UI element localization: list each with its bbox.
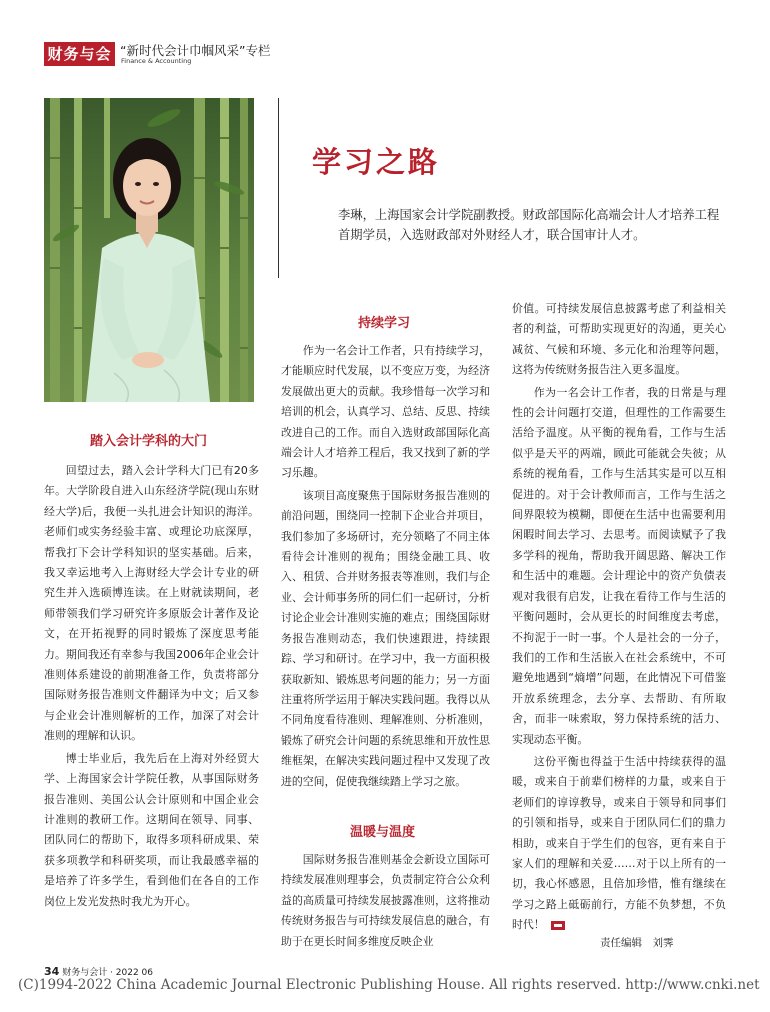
journal-logo: 财务与会计 bbox=[44, 42, 115, 66]
column-3 bbox=[512, 299, 726, 936]
article-end-icon bbox=[551, 921, 565, 930]
paragraph-final bbox=[512, 752, 726, 936]
title-divider bbox=[278, 98, 279, 278]
paragraph: 作为一名会计工作者，只有持续学习，才能顺应时代发展，以不变应万变，为经济发展做出更大的贡献。我珍惜每一次学习和培训的机会，认真学习、总结、反思、持续改进自己的工作。而自入选财政部国际化高端会计人才培养工程后，我又找到了新的学习乐趣。 bbox=[281, 344, 490, 480]
paragraph: 该项目高度聚焦于国际财务报告准则的前沿问题，围绕同一控制下企业合并项目，我们参加了多场研讨，充分领略了不同主体看待会计准则的视角；围绕金融工具、收入、租赁、合并财务报表等准则，我们与企业、会计师事务所的同仁们一起研讨，分析讨论企业会计准则实施的难点；围绕国际财务报告准则动态，我们快速跟进，持续跟踪、学习和研讨。在学习中，我一方面积极获取新知、锻炼思考问题的能力；另一方面注重将所学运用于解决实践问题。我得以从不同角度看待准则、理解准则、分析准则，锻炼了研究会计问题的系统思维和开放性思维框架，在解决实践问题过程中又发现了改进的空间，促使我继续踏上学习之旅。 bbox=[281, 488, 490, 788]
journal-issue: 财务与会计 · 2022 06 bbox=[62, 968, 153, 978]
portrait-illustration bbox=[44, 98, 254, 402]
paragraph: 作为一名会计工作者，我的日常是与理性的会计问题打交道，但理性的工作需要生活给予温度。从平衡的视角看，工作与生活似乎是天平的两端，顾此可能就会失彼；从系统的视角看，工作与生活其实是可以互相促进的。对于会计教师而言，工作与生活之间界限较为模糊，即便在生活中也需要利用闲暇时间去学习、去思考。而阅读赋予了我多学科的视角，帮助我开阔思路、解决工作和生活中的难题。会计理论中的资产负债表观对我很有启发，让我在看待工作与生活的平衡问题时，会从更长的时间维度去考虑，不拘泥于一时一事。个人是社会的一分子，我们的工作和生活嵌入在社会系统中，不可避免地遇到“熵增”问题，在此情况下可借鉴开放系统理念，去分享、去帮助、有所取舍，而非一味索取，努力保持系统的活力、实现动态平衡。 bbox=[512, 385, 726, 746]
author-intro: 李琳，上海国家会计学院副教授。财政部国际化高端会计人才培养工程首期学员，入选财政部对外财经人才，联合国审计人才。 bbox=[338, 208, 720, 242]
column-title: “新时代会计巾帼风采”专栏 bbox=[120, 43, 271, 58]
author-portrait-photo bbox=[44, 98, 254, 402]
article-title: 学习之路 bbox=[312, 145, 441, 179]
page-number: 34 bbox=[44, 965, 60, 978]
final-paragraph-text: 这份平衡也得益于生活中持续获得的温暖，或来自于前辈们榜样的力量，或来自于老师们的谆谆教导，或来自于领导和同事们的引领和指导，或来自于团队同仁们的鼎力相助，或来自于学生们的包容，更有来自于家人们的理解和关爱……对于以上所有的一切，我心怀感恩，且倍加珍惜，惟有继续在学习之路上砥砺前行，方能不负梦想，不负时代！ bbox=[512, 754, 726, 932]
copyright-footer: (C)1994-2022 China Academic Journal Electronic Publishing House. All rights reserved. http://www.cnki.net bbox=[18, 977, 760, 993]
responsible-editor: 责任编辑 刘霁 bbox=[600, 937, 674, 949]
column-2 bbox=[281, 341, 490, 792]
section-heading-1: 踏入会计学科的大门 bbox=[90, 434, 208, 449]
paragraph: 回望过去，踏入会计学科大门已有20多年。大学阶段自进入山东经济学院(现山东财经大学)后，我便一头扎进会计知识的海洋。老师们或实务经验丰富、或理论功底深厚，帮我打下会计学科知识的坚实基础。后来，我又幸运地考入上海财经大学会计专业的研究生并入选硕博连读。在上财就读期间，老师带领我们学习研究许多原版会计著作及论文，在开拓视野的同时锻炼了深度思考能力。期间我还有幸参与我国2006年企业会计准则体系建设的前期准备工作，负责将部分国际财务报告准则文件翻译为中文；后又参与企业会计准则解析的工作，加深了对会计准则的理解和认识。 bbox=[44, 464, 259, 743]
section-heading-3: 温暖与温度 bbox=[350, 825, 416, 840]
column-2-continued bbox=[281, 850, 490, 952]
paragraph: 价值。可持续发展信息披露考虑了利益相关者的利益，可帮助实现更好的沟通，更关心减贫、气候和环境、多元化和治理等问题，这将为传统财务报告注入更多温度。 bbox=[512, 302, 726, 377]
column-english-title: Finance & Accounting bbox=[121, 57, 192, 65]
section-heading-2: 持续学习 bbox=[358, 316, 411, 331]
paragraph: 国际财务报告准则基金会新设立国际可持续发展准则理事会，负责制定符合公众利益的高质量可持续发展披露准则，这将推动传统财务报告与可持续发展信息的融合，有助于在更长时间多维度反映企业 bbox=[281, 853, 490, 948]
column-1 bbox=[44, 461, 259, 912]
paragraph: 博士毕业后，我先后在上海对外经贸大学、上海国家会计学院任教，从事国际财务报告准则、美国公认会计原则和中国企业会计准则的教研工作。这期间在领导、同事、团队同仁的帮助下，取得多项科研成果、荣获多项教学和科研奖项，而让我最感幸福的是培养了许多学生，看到他们在各自的工作岗位上发光发热时我尤为开心。 bbox=[44, 751, 259, 908]
